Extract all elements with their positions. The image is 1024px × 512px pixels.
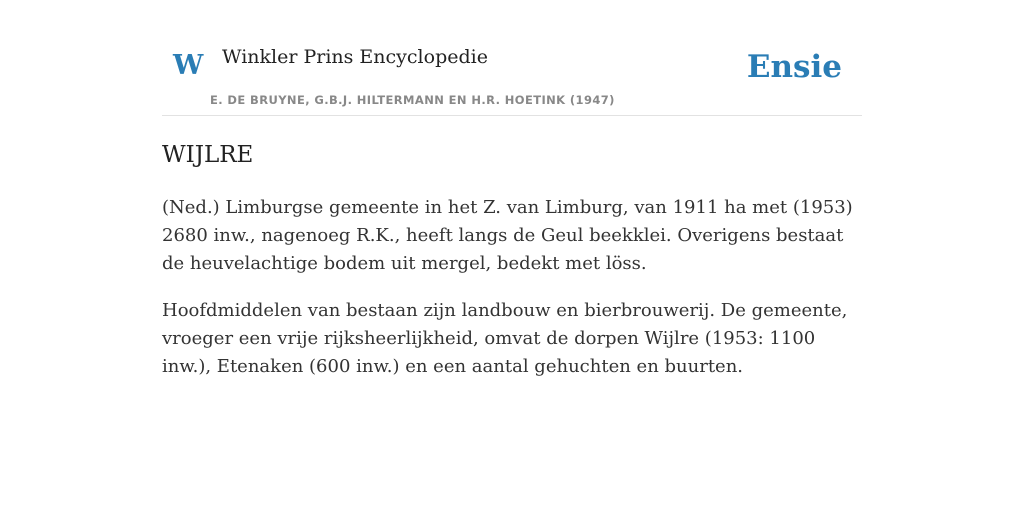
publication-header — [162, 0, 862, 116]
ensie-logo-link[interactable]: Ensie — [746, 49, 842, 85]
entry-title: WIJLRE — [162, 142, 254, 168]
publication-title[interactable]: Winkler Prins Encyclopedie — [222, 46, 488, 68]
entry-paragraph: Hoofdmiddelen van bestaan zijn landbouw en bierbrouwerij. De gemeente, vroeger een vrije rijksheerlijkheid, omvat de dorpen Wijlre (1953: 1100 inw.), Etenaken (600 inw.) en een aantal gehuchten en buurten. — [162, 299, 848, 377]
entry-paragraph: (Ned.) Limburgse gemeente in het Z. van Limburg, van 1911 ha met (1953) 2680 inw., nagenoeg R.K., heeft langs de Geul beekklei. Overigens bestaat de heuvelachtige bodem uit mergel, bedekt met löss. — [162, 196, 853, 274]
publication-authors: E. DE BRUYNE, G.B.J. HILTERMANN EN H.R. HOETINK (1947) — [210, 93, 615, 107]
publication-logo[interactable]: W — [173, 50, 204, 81]
page — [162, 0, 862, 381]
